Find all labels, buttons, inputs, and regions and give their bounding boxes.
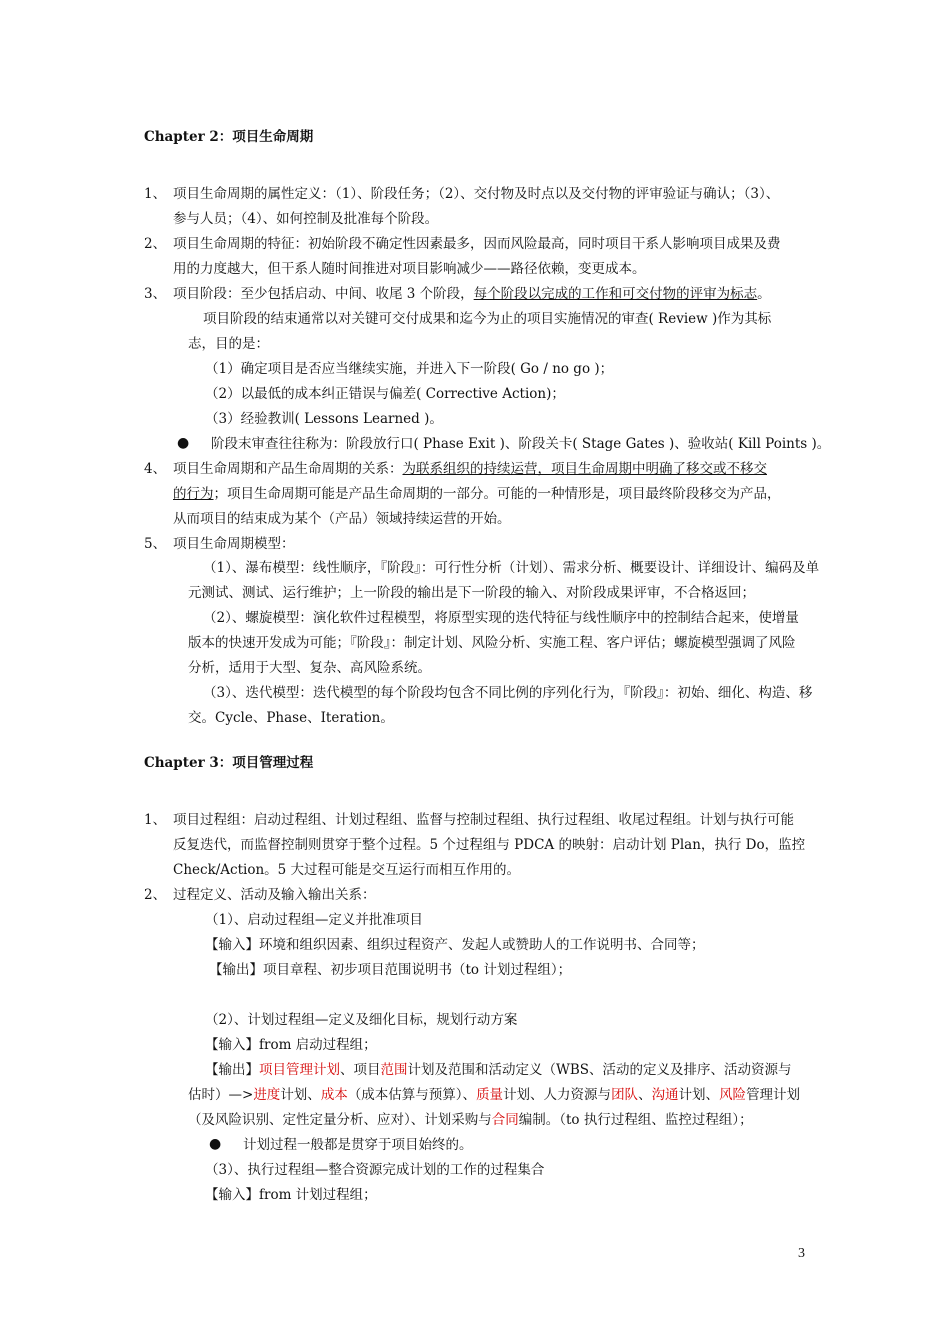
highlight-text: 范围 — [380, 1062, 408, 1078]
text-span: 、 — [638, 1087, 652, 1103]
paragraph-line: 从而项目的结束成为某个（产品）领域持续运营的开始。 — [173, 511, 511, 527]
paragraph-line — [173, 459, 767, 479]
paragraph-line: 项目生命周期的属性定义：（1）、阶段任务；（2）、交付物及时点以及交付物的评审验证与确认；（3）、 — [173, 186, 780, 202]
paragraph-line: 项目生命周期的特征：初始阶段不确定性因素最多，因而风险最高，同时项目干系人影响项目成果及费 — [173, 236, 781, 252]
paragraph-line — [173, 284, 771, 304]
paragraph-line: 版本的快速开发成为可能；『阶段』：制定计划、风险分析、实施工程、客户评估；螺旋模型强调了风险 — [188, 635, 796, 651]
paragraph-line: Check/Action。5 大过程可能是交互运行而相互作用的。 — [173, 862, 521, 878]
paragraph-line: 志，目的是： — [188, 336, 269, 352]
paragraph-line: 过程定义、活动及输入输出关系： — [173, 887, 376, 903]
text-span: 管理计划 — [746, 1087, 801, 1103]
paragraph-line: 分析，适用于大型、复杂、高风险系统。 — [188, 660, 431, 676]
text-span: （及风险识别、定性定量分析、应对）、计划采购与 — [188, 1112, 492, 1128]
text-span: 计划及范围和活动定义（WBS、活动的定义及排序、活动资源与 — [407, 1062, 792, 1078]
paragraph-line: （2）、计划过程组—定义及细化目标，规划行动方案 — [205, 1012, 518, 1028]
highlight-text: 质量 — [476, 1087, 504, 1103]
bullet-icon: ● — [177, 435, 190, 451]
paragraph-line: 【输出】项目章程、初步项目范围说明书（to 计划过程组）； — [209, 962, 572, 978]
paragraph-line: （3）、迭代模型：迭代模型的每个阶段均包含不同比例的序列化行为，『阶段』：初始、细化、构造、移 — [203, 685, 813, 701]
paragraph-line: 【输入】from 启动过程组； — [205, 1037, 377, 1053]
text-span: 估时）—> — [188, 1087, 254, 1103]
highlight-text: 团队 — [611, 1087, 639, 1103]
paragraph-line: （1）确定项目是否应当继续实施，并进入下一阶段( Go / no go )； — [205, 361, 614, 377]
highlight-text: 合同 — [491, 1112, 519, 1128]
highlight-text: 沟通 — [651, 1087, 679, 1103]
paragraph-line: 【输入】环境和组织因素、组织过程资产、发起人或赞助人的工作说明书、合同等； — [205, 937, 705, 953]
paragraph-line: 反复迭代，而监督控制则贯穿于整个过程。5 个过程组与 PDCA 的映射：启动计划 Plan，执行 Do，监控 — [173, 837, 806, 853]
underlined-text: 为联系组织的持续运营，项目生命周期中明确了移交或不移交 — [402, 461, 767, 477]
list-number: 1、 — [144, 812, 167, 828]
paragraph-line — [188, 1110, 753, 1130]
list-number: 2、 — [144, 236, 167, 252]
text-span: 项目生命周期和产品生命周期的关系： — [173, 461, 403, 477]
underlined-text: 的行为 — [173, 486, 214, 502]
text-span: 【输出】 — [205, 1062, 259, 1078]
paragraph-line — [205, 1060, 792, 1080]
underlined-text: 每个阶段以完成的工作和可交付物的评审为标志 — [473, 286, 758, 302]
paragraph-line: （3）经验教训( Lessons Learned )。 — [205, 411, 443, 427]
paragraph-line: 【输入】from 计划过程组； — [205, 1187, 377, 1203]
text-span: 项目阶段：至少包括启动、中间、收尾 3 个阶段， — [173, 286, 474, 302]
text-span: ；项目生命周期可能是产品生命周期的一部分。可能的一种情形是，项目最终阶段移交为产品， — [213, 486, 781, 502]
text-span: 计划、人力资源与 — [503, 1087, 612, 1103]
list-number: 5、 — [144, 536, 167, 552]
paragraph-line: 阶段末审查往往称为：阶段放行口( Phase Exit )、阶段关卡( Stage Gates )、验收站( Kill Points )。 — [211, 436, 831, 452]
paragraph-line: 参与人员；（4）、如何控制及批准每个阶段。 — [173, 211, 439, 227]
highlight-text: 项目管理计划 — [259, 1062, 340, 1078]
paragraph-line: 项目过程组：启动过程组、计划过程组、监督与控制过程组、执行过程组、收尾过程组。计划与执行可能 — [173, 812, 794, 828]
text-span: 计划、 — [280, 1087, 321, 1103]
text-span: 、项目 — [340, 1062, 381, 1078]
chapter2-title: Chapter 2：项目生命周期 — [144, 129, 314, 145]
list-number: 3、 — [144, 286, 167, 302]
paragraph-line: （1）、瀑布模型：线性顺序，『阶段』：可行性分析（计划）、需求分析、概要设计、详细设计、编码及单 — [203, 560, 820, 576]
text-span: 。 — [757, 286, 771, 302]
text-span: 编制。（to 执行过程组、监控过程组）； — [518, 1112, 753, 1128]
highlight-text: 成本 — [320, 1087, 348, 1103]
paragraph-line: （2）、螺旋模型：演化软件过程模型，将原型实现的迭代特征与线性顺序中的控制结合起来，使增量 — [203, 610, 799, 626]
paragraph-line: 元测试、测试、运行维护；上一阶段的输出是下一阶段的输入、对阶段成果评审，不合格返回； — [188, 585, 755, 601]
paragraph-line: 计划过程一般都是贯穿于项目始终的。 — [243, 1137, 473, 1153]
list-number: 4、 — [144, 461, 167, 477]
paragraph-line: （1）、启动过程组—定义并批准项目 — [205, 912, 423, 928]
paragraph-line: 项目生命周期模型： — [173, 536, 295, 552]
highlight-text: 风险 — [719, 1087, 747, 1103]
text-span: 计划、 — [678, 1087, 720, 1103]
list-number: 2、 — [144, 887, 167, 903]
chapter3-title: Chapter 3：项目管理过程 — [144, 755, 314, 771]
paragraph-line: （2）以最低的成本纠正错误与偏差( Corrective Action)； — [205, 386, 565, 402]
page-number: 3 — [798, 1246, 805, 1261]
paragraph-line: 用的力度越大，但干系人随时间推进对项目影响减少——路径依赖，变更成本。 — [173, 261, 646, 277]
paragraph-line — [188, 1085, 800, 1105]
list-number: 1、 — [144, 186, 167, 202]
paragraph-line — [173, 484, 781, 504]
paragraph-line: 项目阶段的结束通常以对关键可交付成果和迄今为止的项目实施情况的审查( Review )作为其标 — [203, 311, 772, 327]
paragraph-line: 交。Cycle、Phase、Iteration。 — [188, 710, 394, 726]
highlight-text: 进度 — [253, 1087, 281, 1103]
paragraph-line: （3）、执行过程组—整合资源完成计划的工作的过程集合 — [205, 1162, 545, 1178]
bullet-icon: ● — [209, 1136, 222, 1152]
text-span: （成本估算与预算）、 — [347, 1087, 477, 1103]
